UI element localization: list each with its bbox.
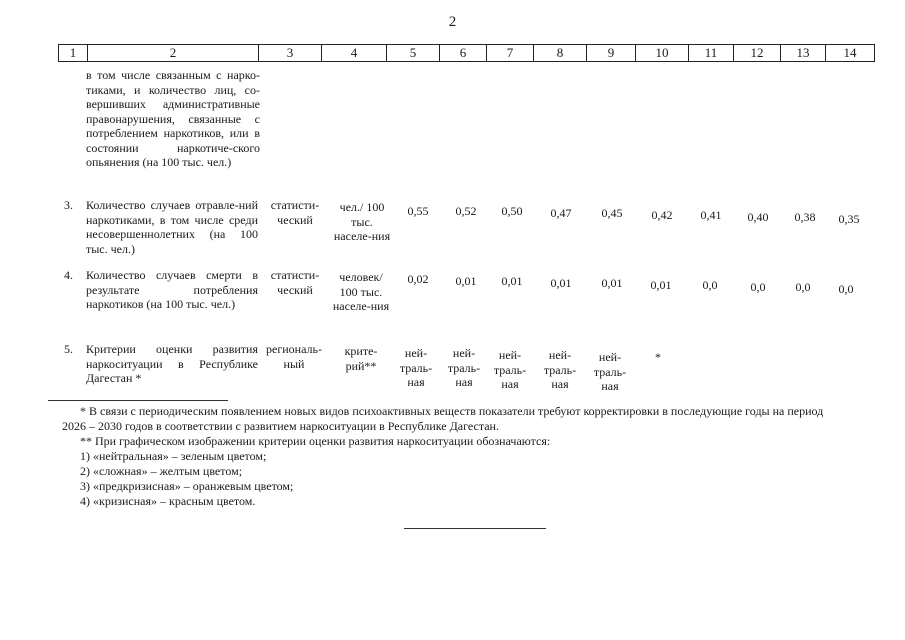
value-cell: 0,52 — [455, 204, 477, 218]
continued-indicator-text: в том числе связанным с нарко-тиками, и количество лиц, со-вершивших административные правонарушения, связанные с потреблением наркотиков, или в состоянии наркотиче-ского опьянения (на 100 тыс. чел.) — [86, 68, 260, 169]
value-cell: ней-траль-ная — [543, 348, 577, 391]
footnote-separator — [48, 400, 228, 401]
value-cell: 0,0 — [702, 278, 718, 292]
row-type: статисти-ческий — [270, 268, 320, 297]
col-header: 10 — [636, 45, 689, 61]
footnote-item: 2) «сложная» – желтым цветом; — [80, 464, 243, 478]
col-header: 11 — [689, 45, 734, 61]
value-cell: ней-траль-ная — [593, 350, 627, 393]
col-header: 8 — [534, 45, 587, 61]
value-cell: 0,41 — [700, 208, 722, 222]
col-header: 6 — [440, 45, 487, 61]
value-cell: 0,38 — [794, 210, 816, 224]
row-name: Количество случаев смерти в результате потребления наркотиков (на 100 тыс. чел.) — [86, 268, 258, 311]
col-header: 2 — [88, 45, 259, 61]
col-header: 4 — [322, 45, 387, 61]
col-header: 14 — [843, 45, 857, 60]
row-unit: крите-рий** — [344, 344, 378, 373]
row-name: Количество случаев отравле-ний наркотиками, в том числе среди несовершеннолетних (на 100 тыс. чел.) — [86, 198, 258, 256]
col-header: 12 — [734, 45, 781, 61]
col-header: 7 — [487, 45, 534, 61]
footnote-item: 4) «кризисная» – красным цветом. — [80, 494, 256, 508]
row-unit: человек/ 100 тыс. населе-ния — [332, 270, 390, 313]
value-cell: 0,50 — [501, 204, 523, 218]
footnote-item: 1) «нейтральная» – зеленым цветом; — [80, 449, 267, 463]
value-cell: ней-траль-ная — [399, 346, 433, 389]
row-number: 3. — [64, 198, 73, 212]
col-header: 1 — [59, 45, 88, 61]
value-cell: 0,01 — [455, 274, 477, 288]
value-cell: 0,01 — [550, 276, 572, 290]
row-number: 4. — [64, 268, 73, 282]
col-header: 13 — [781, 45, 826, 61]
end-rule — [404, 528, 546, 529]
footnote: * В связи с периодическим появлением новых видов психоактивных веществ показатели требуют корректировки в последующие годы на период 2026 – 2030 годов в соответствии с развитием наркоситуации в Республике Дагестан. — [62, 404, 824, 433]
row-name: Критерии оценки развития наркоситуации в Республике Дагестан * — [86, 342, 258, 385]
col-header: 9 — [587, 45, 636, 61]
value-cell: * — [655, 350, 661, 364]
col-header: 3 — [259, 45, 322, 61]
footnote: ** При графическом изображении критерии оценки развития наркоситуации обозначаются: — [80, 434, 551, 448]
value-cell: ней-траль-ная — [447, 346, 481, 389]
row-unit: чел./ 100 тыс. населе-ния — [333, 200, 391, 243]
value-cell: 0,02 — [407, 272, 429, 286]
row-number: 5. — [64, 342, 73, 356]
value-cell: 0,01 — [601, 276, 623, 290]
value-cell: 0,42 — [651, 208, 673, 222]
value-cell: 0,01 — [650, 278, 672, 292]
value-cell: 0,35 — [838, 212, 860, 226]
footnote-item: 3) «предкризисная» – оранжевым цветом; — [80, 479, 294, 493]
value-cell: 0,0 — [795, 280, 811, 294]
table-header-row — [58, 44, 875, 62]
value-cell: 0,0 — [838, 282, 854, 296]
row-type: статисти-ческий — [270, 198, 320, 227]
row-type: региональ-ный — [266, 342, 322, 371]
value-cell: 0,40 — [747, 210, 769, 224]
col-header: 5 — [387, 45, 440, 61]
value-cell: 0,47 — [550, 206, 572, 220]
page-number: 2 — [448, 14, 457, 30]
value-cell: 0,01 — [501, 274, 523, 288]
value-cell: 0,55 — [407, 204, 429, 218]
value-cell: ней-траль-ная — [493, 348, 527, 391]
value-cell: 0,0 — [750, 280, 766, 294]
value-cell: 0,45 — [601, 206, 623, 220]
